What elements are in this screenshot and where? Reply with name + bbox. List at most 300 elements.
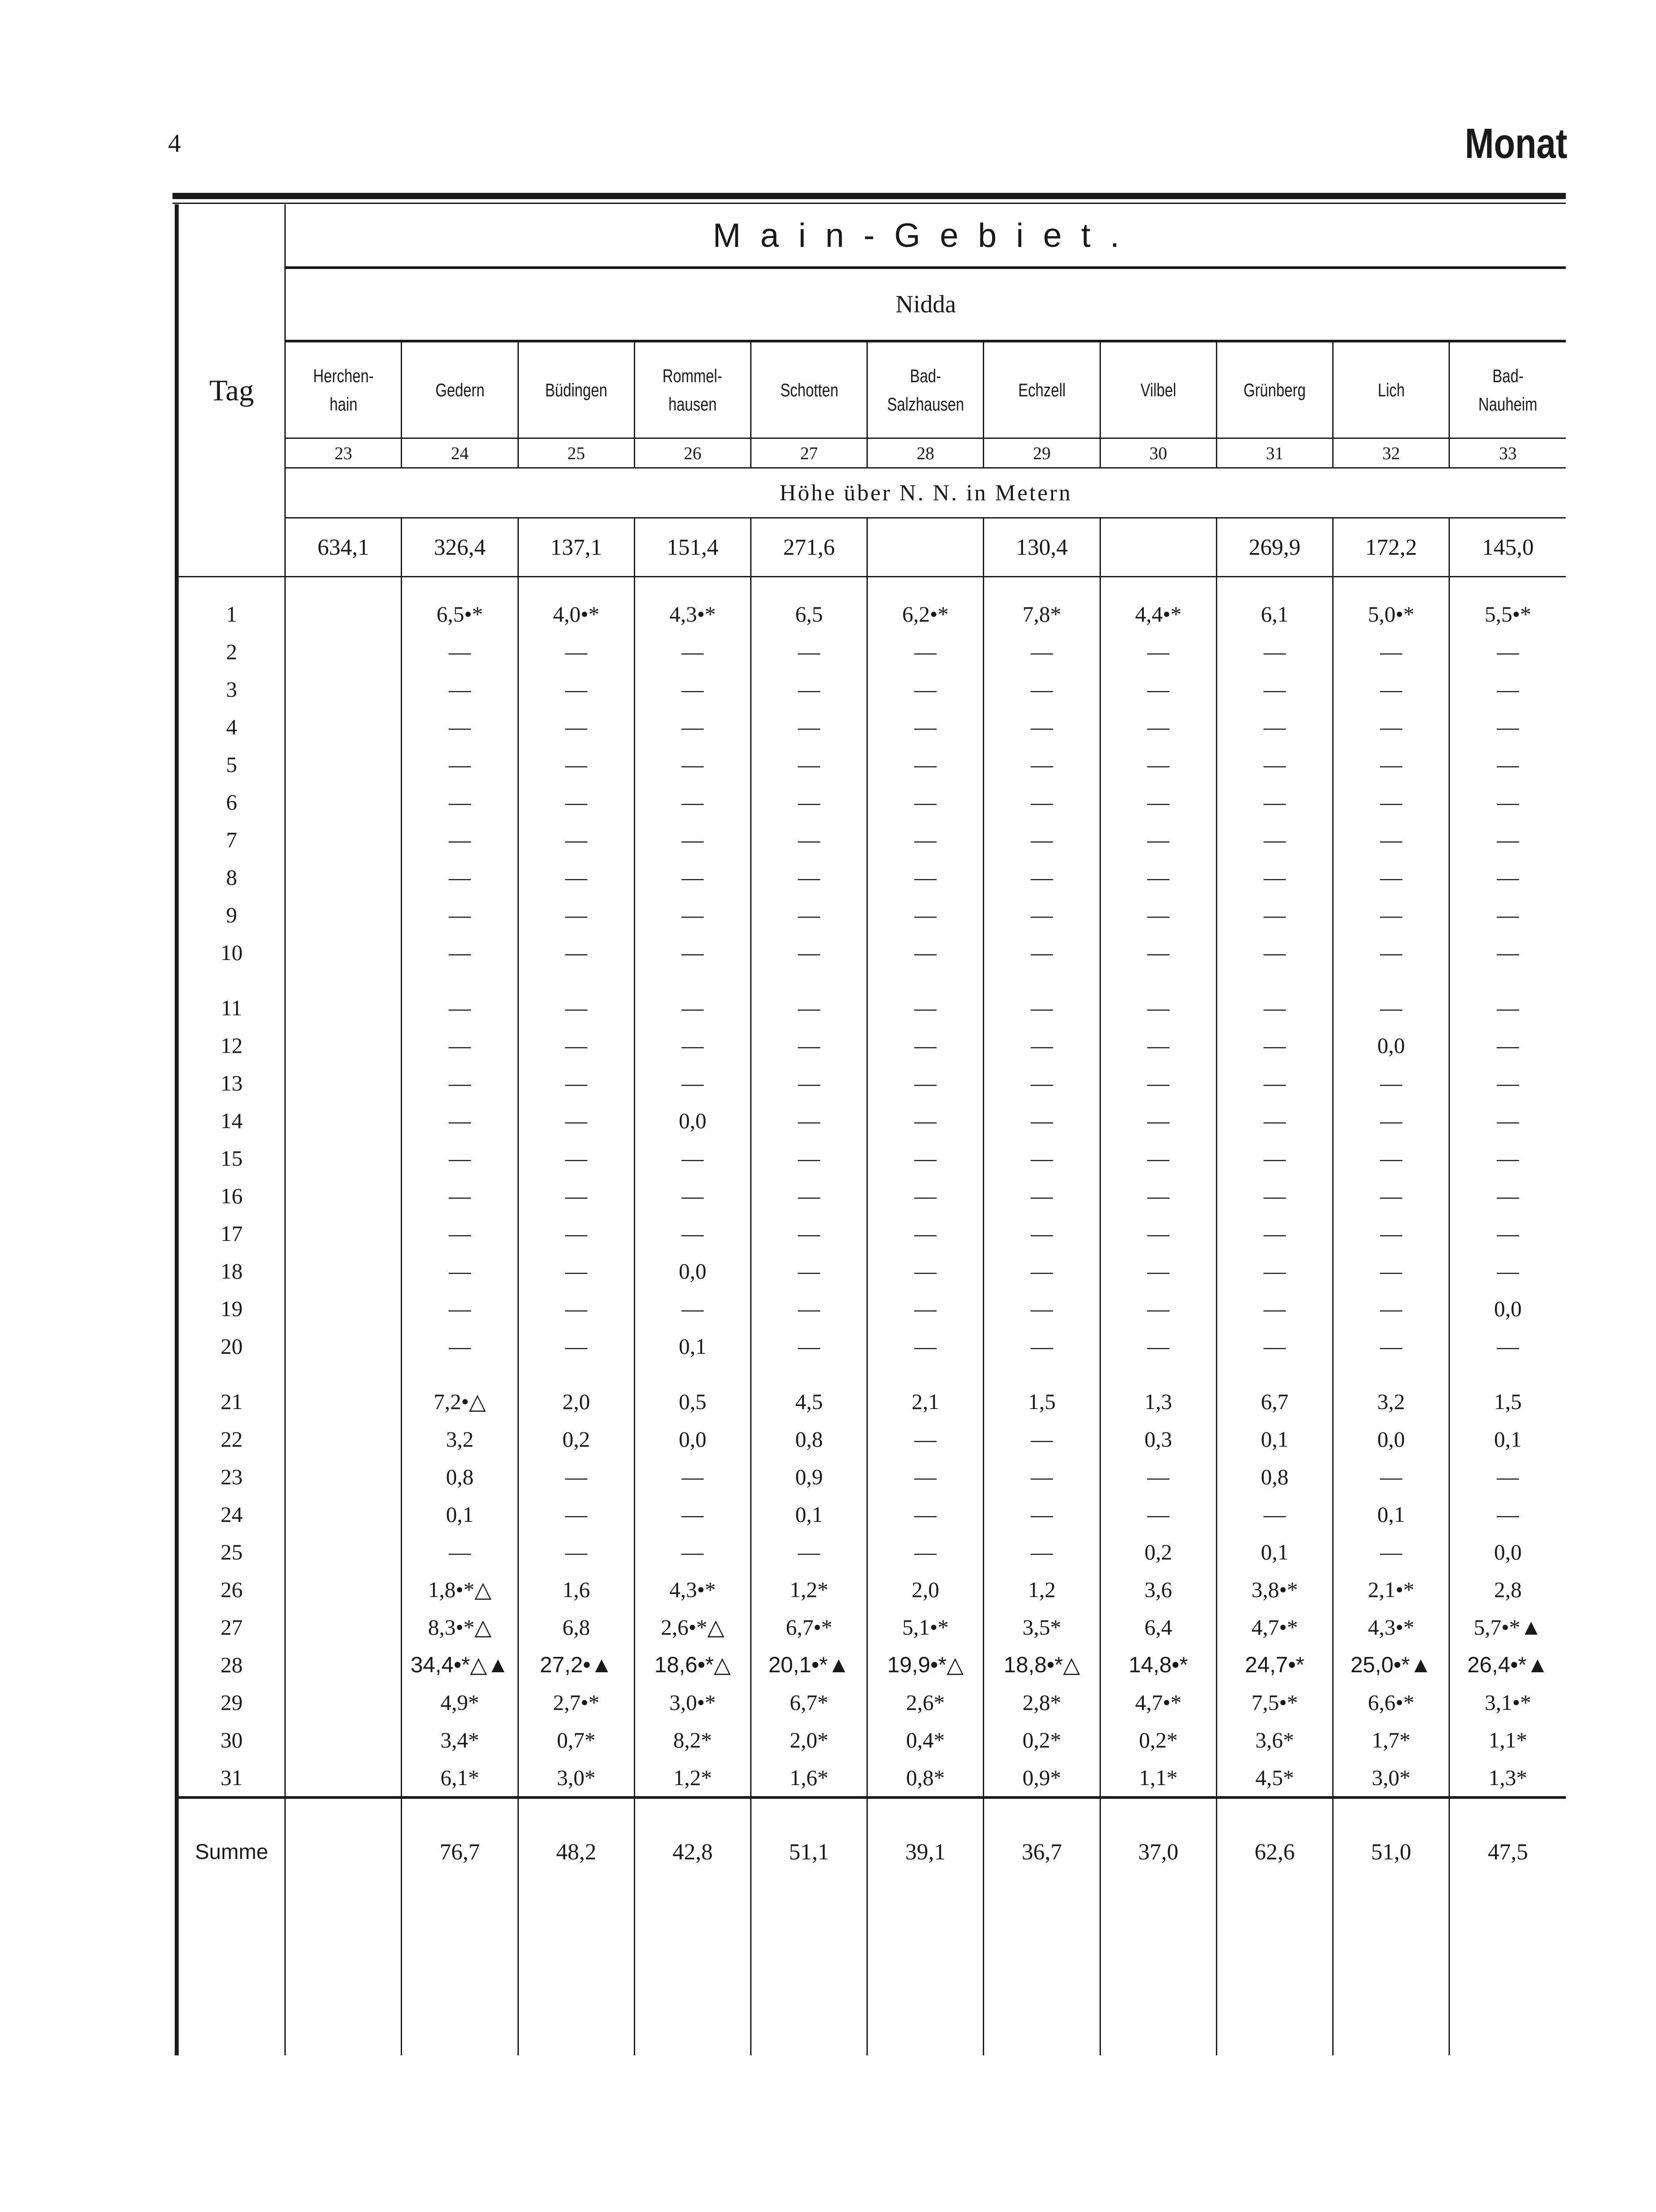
value-cell xyxy=(285,670,402,708)
value-cell: — xyxy=(402,783,518,821)
empty-cell xyxy=(1216,1905,1333,2055)
value-cell: 0,8 xyxy=(751,1420,867,1458)
value-cell: — xyxy=(1333,933,1449,971)
value-cell xyxy=(285,1252,402,1290)
sum-row xyxy=(177,1797,1566,1905)
spacer-cell xyxy=(1216,577,1333,595)
value-cell: 3,4* xyxy=(402,1721,518,1759)
day-row xyxy=(177,1327,1566,1365)
value-cell: — xyxy=(1216,670,1333,708)
value-cell: — xyxy=(751,896,867,933)
day-row xyxy=(177,595,1566,633)
value-cell: 6,5 xyxy=(751,595,867,633)
value-cell: — xyxy=(1100,1214,1216,1252)
day-row xyxy=(177,1646,1566,1683)
value-cell: 1,3 xyxy=(1100,1382,1216,1420)
value-cell: — xyxy=(751,670,867,708)
value-cell: 4,7•* xyxy=(1216,1608,1333,1646)
value-cell: 0,4* xyxy=(867,1721,984,1759)
value-cell: — xyxy=(402,933,518,971)
value-cell: 3,6* xyxy=(1216,1721,1333,1759)
value-cell xyxy=(285,633,402,670)
spacer-cell xyxy=(634,577,751,595)
day-row xyxy=(177,745,1566,783)
spacer-cell xyxy=(984,1365,1100,1382)
day-row xyxy=(177,1458,1566,1495)
value-cell: — xyxy=(634,745,751,783)
value-cell: — xyxy=(518,933,634,971)
value-cell: — xyxy=(1100,1290,1216,1327)
value-cell: 6,7•* xyxy=(751,1608,867,1646)
day-number: 4 xyxy=(226,714,238,739)
value-cell: — xyxy=(402,858,518,896)
elevation-row xyxy=(177,518,1566,577)
day-row xyxy=(177,633,1566,670)
spacer-cell xyxy=(1216,971,1333,989)
spacer-cell xyxy=(751,1365,867,1382)
value-cell: — xyxy=(867,1533,984,1571)
value-cell: 4,4•* xyxy=(1100,595,1216,633)
value-cell: 0,9* xyxy=(984,1759,1100,1797)
value-cell: — xyxy=(751,821,867,858)
value-cell: — xyxy=(867,783,984,821)
value-cell: 6,7 xyxy=(1216,1382,1333,1420)
station-name-line2: hausen xyxy=(668,393,717,415)
value-cell: — xyxy=(867,1026,984,1064)
value-cell: — xyxy=(984,858,1100,896)
station-name-line1: Gedern xyxy=(435,379,484,400)
value-cell: — xyxy=(1216,783,1333,821)
spacer-cell xyxy=(867,1365,984,1382)
station-header xyxy=(292,341,395,438)
value-cell xyxy=(285,1064,402,1102)
value-cell: — xyxy=(1100,1064,1216,1102)
spacer-cell xyxy=(177,971,285,989)
station-number: 33 xyxy=(1449,438,1566,468)
value-cell: — xyxy=(867,1327,984,1365)
value-cell: — xyxy=(867,1290,984,1327)
river-title: Nidda xyxy=(285,268,1566,341)
value-cell: — xyxy=(634,1177,751,1214)
value-cell: — xyxy=(1216,745,1333,783)
value-cell xyxy=(285,896,402,933)
station-header xyxy=(1457,341,1559,438)
value-cell: 1,5 xyxy=(984,1382,1100,1420)
value-cell xyxy=(285,1495,402,1533)
value-cell: — xyxy=(634,633,751,670)
value-cell: — xyxy=(402,670,518,708)
day-row xyxy=(177,708,1566,745)
value-cell: — xyxy=(984,1495,1100,1533)
day-number: 21 xyxy=(220,1389,243,1414)
value-cell: 0,8 xyxy=(1216,1458,1333,1495)
value-cell: 0,5 xyxy=(634,1382,751,1420)
value-cell: 3,1•* xyxy=(1449,1683,1566,1721)
value-cell: 8,3•*△ xyxy=(402,1608,518,1646)
value-cell: — xyxy=(634,989,751,1026)
day-number: 9 xyxy=(226,902,238,927)
value-cell: — xyxy=(1216,1102,1333,1139)
day-number: 20 xyxy=(220,1333,243,1359)
value-cell: — xyxy=(1216,633,1333,670)
value-cell: — xyxy=(1449,933,1566,971)
value-cell: 20,1•*▲ xyxy=(751,1646,867,1683)
value-cell: — xyxy=(1216,1495,1333,1533)
value-cell: — xyxy=(402,1327,518,1365)
day-number: 28 xyxy=(220,1652,243,1677)
value-cell: 0,8* xyxy=(867,1759,984,1797)
value-cell: — xyxy=(984,1102,1100,1139)
value-cell: 0,3 xyxy=(1100,1420,1216,1458)
value-cell xyxy=(285,1759,402,1797)
value-cell: — xyxy=(1100,1495,1216,1533)
value-cell: — xyxy=(867,745,984,783)
spacer-cell xyxy=(177,577,285,595)
spacer-cell xyxy=(285,971,402,989)
value-cell xyxy=(285,595,402,633)
spacer-cell xyxy=(402,577,518,595)
value-cell: — xyxy=(518,1177,634,1214)
value-cell xyxy=(285,1177,402,1214)
day-row xyxy=(177,1759,1566,1797)
value-cell: — xyxy=(1449,1177,1566,1214)
value-cell: — xyxy=(518,858,634,896)
empty-cell xyxy=(634,1905,751,2055)
value-cell: — xyxy=(1100,745,1216,783)
value-cell: — xyxy=(1216,1327,1333,1365)
value-cell: — xyxy=(518,1327,634,1365)
value-cell: — xyxy=(402,745,518,783)
value-cell xyxy=(285,933,402,971)
value-cell: 2,8* xyxy=(984,1683,1100,1721)
value-cell: — xyxy=(1100,1327,1216,1365)
value-cell xyxy=(285,708,402,745)
station-elevation xyxy=(1100,518,1216,577)
value-cell: — xyxy=(518,1064,634,1102)
value-cell: 1,3* xyxy=(1449,1759,1566,1797)
value-cell: 2,0* xyxy=(751,1721,867,1759)
value-cell: 1,8•*△ xyxy=(402,1571,518,1608)
value-cell: — xyxy=(402,896,518,933)
value-cell: 7,8* xyxy=(984,595,1100,633)
value-cell: — xyxy=(1333,989,1449,1026)
sum-value: 62,6 xyxy=(1216,1797,1333,1905)
empty-cell xyxy=(518,1905,634,2055)
value-cell: — xyxy=(867,633,984,670)
value-cell: — xyxy=(1333,896,1449,933)
value-cell: — xyxy=(518,1139,634,1177)
value-cell: — xyxy=(1216,1252,1333,1290)
value-cell: — xyxy=(984,1026,1100,1064)
value-cell: — xyxy=(984,821,1100,858)
day-number: 22 xyxy=(220,1426,243,1452)
spacer-cell xyxy=(634,971,751,989)
value-cell: 0,2* xyxy=(1100,1721,1216,1759)
station-number: 25 xyxy=(518,438,634,468)
spacer-cell xyxy=(285,577,402,595)
day-number: 23 xyxy=(220,1464,243,1489)
day-number: 14 xyxy=(220,1108,243,1133)
value-cell: — xyxy=(1333,1177,1449,1214)
value-cell: — xyxy=(1333,1102,1449,1139)
day-row xyxy=(177,1495,1566,1533)
value-cell: — xyxy=(1449,858,1566,896)
day-row xyxy=(177,1252,1566,1290)
day-row xyxy=(177,1571,1566,1608)
value-cell: — xyxy=(634,858,751,896)
value-cell: — xyxy=(1449,896,1566,933)
sum-value: 39,1 xyxy=(867,1797,984,1905)
station-name-line2: hain xyxy=(329,393,357,415)
spacer-row xyxy=(177,971,1566,989)
value-cell: 1,1* xyxy=(1100,1759,1216,1797)
value-cell: — xyxy=(984,783,1100,821)
value-cell xyxy=(285,858,402,896)
value-cell: — xyxy=(518,1214,634,1252)
value-cell: 2,6•*△ xyxy=(634,1608,751,1646)
value-cell: — xyxy=(1333,821,1449,858)
spacer-cell xyxy=(1216,1365,1333,1382)
value-cell: — xyxy=(1449,633,1566,670)
value-cell: — xyxy=(867,1252,984,1290)
value-cell: — xyxy=(518,1533,634,1571)
value-cell: — xyxy=(1449,1139,1566,1177)
value-cell: 1,2 xyxy=(984,1571,1100,1608)
elevation-label: Höhe über N. N. in Metern xyxy=(285,468,1566,518)
value-cell xyxy=(285,1683,402,1721)
day-row xyxy=(177,1683,1566,1721)
value-cell: — xyxy=(402,1064,518,1102)
station-number: 30 xyxy=(1100,438,1216,468)
value-cell xyxy=(285,1646,402,1683)
value-cell: — xyxy=(751,1290,867,1327)
station-name-line1: Rommel- xyxy=(663,365,723,386)
value-cell xyxy=(285,1026,402,1064)
page-number: 4 xyxy=(168,129,181,157)
day-number: 10 xyxy=(220,940,243,965)
value-cell: 3,8•* xyxy=(1216,1571,1333,1608)
value-cell xyxy=(285,783,402,821)
spacer-cell xyxy=(1333,577,1449,595)
value-cell: — xyxy=(518,1290,634,1327)
value-cell: — xyxy=(984,1064,1100,1102)
value-cell: — xyxy=(518,745,634,783)
value-cell: — xyxy=(634,783,751,821)
spacer-cell xyxy=(1333,971,1449,989)
value-cell: — xyxy=(634,1533,751,1571)
value-cell: — xyxy=(867,708,984,745)
day-row xyxy=(177,1026,1566,1064)
day-row xyxy=(177,1139,1566,1177)
value-cell: — xyxy=(402,633,518,670)
value-cell: 2,0 xyxy=(518,1382,634,1420)
day-number: 30 xyxy=(220,1727,243,1752)
empty-cell xyxy=(751,1905,867,2055)
value-cell: — xyxy=(1333,670,1449,708)
station-elevation: 326,4 xyxy=(402,518,518,577)
value-cell: — xyxy=(867,1214,984,1252)
month-title: Monat xyxy=(1465,120,1568,167)
station-number: 24 xyxy=(402,438,518,468)
value-cell: 24,7•* xyxy=(1216,1646,1333,1683)
day-number: 2 xyxy=(226,639,238,664)
value-cell: — xyxy=(402,1177,518,1214)
value-cell: — xyxy=(402,821,518,858)
value-cell: 0,1 xyxy=(1449,1420,1566,1458)
value-cell: — xyxy=(1333,1139,1449,1177)
value-cell: — xyxy=(984,896,1100,933)
value-cell: — xyxy=(751,858,867,896)
value-cell xyxy=(285,989,402,1026)
empty-cell xyxy=(402,1905,518,2055)
value-cell: — xyxy=(402,1290,518,1327)
station-header xyxy=(991,341,1093,438)
value-cell: — xyxy=(751,745,867,783)
value-cell: — xyxy=(518,821,634,858)
value-cell: 3,5* xyxy=(984,1608,1100,1646)
value-cell: — xyxy=(518,1252,634,1290)
value-cell: — xyxy=(867,1458,984,1495)
value-cell: — xyxy=(1100,1458,1216,1495)
value-cell: 4,3•* xyxy=(1333,1608,1449,1646)
value-cell: — xyxy=(518,1102,634,1139)
value-cell: — xyxy=(1449,1064,1566,1102)
value-cell: 6,2•* xyxy=(867,595,984,633)
value-cell: — xyxy=(867,1139,984,1177)
value-cell: — xyxy=(634,1139,751,1177)
value-cell: — xyxy=(867,1177,984,1214)
value-cell: — xyxy=(634,1290,751,1327)
spacer-row xyxy=(177,1365,1566,1382)
day-number: 24 xyxy=(220,1502,243,1527)
value-cell: — xyxy=(518,1458,634,1495)
station-elevation: 172,2 xyxy=(1333,518,1449,577)
value-cell: — xyxy=(634,1026,751,1064)
value-cell: 6,1* xyxy=(402,1759,518,1797)
value-cell: 0,1 xyxy=(1216,1420,1333,1458)
station-header xyxy=(1107,341,1210,438)
station-header xyxy=(874,341,977,438)
value-cell: — xyxy=(1216,1026,1333,1064)
value-cell: — xyxy=(1100,933,1216,971)
value-cell xyxy=(285,1290,402,1327)
value-cell: 18,6•*△ xyxy=(634,1646,751,1683)
spacer-cell xyxy=(1100,971,1216,989)
value-cell: 2,7•* xyxy=(518,1683,634,1721)
station-name-line1: Schotten xyxy=(780,379,838,400)
value-cell: 1,7* xyxy=(1333,1721,1449,1759)
value-cell: 1,6 xyxy=(518,1571,634,1608)
value-cell: 4,3•* xyxy=(634,595,751,633)
value-cell: — xyxy=(634,821,751,858)
value-cell: — xyxy=(984,670,1100,708)
day-row xyxy=(177,933,1566,971)
day-number: 12 xyxy=(220,1033,243,1058)
value-cell: — xyxy=(1333,633,1449,670)
day-row xyxy=(177,783,1566,821)
spacer-cell xyxy=(285,1365,402,1382)
value-cell: — xyxy=(867,821,984,858)
value-cell: — xyxy=(1216,896,1333,933)
value-cell: — xyxy=(984,1214,1100,1252)
value-cell: 0,8 xyxy=(402,1458,518,1495)
value-cell: — xyxy=(1333,1290,1449,1327)
value-cell: — xyxy=(518,783,634,821)
day-number: 17 xyxy=(220,1221,243,1246)
value-cell: 1,6* xyxy=(751,1759,867,1797)
value-cell: 6,4 xyxy=(1100,1608,1216,1646)
value-cell: — xyxy=(751,1214,867,1252)
value-cell: 3,2 xyxy=(1333,1382,1449,1420)
value-cell: 2,1•* xyxy=(1333,1571,1449,1608)
spacer-cell xyxy=(1100,577,1216,595)
value-cell: 0,0 xyxy=(1449,1290,1566,1327)
value-cell: — xyxy=(751,783,867,821)
value-cell: 3,0* xyxy=(1333,1759,1449,1797)
value-cell: 6,1 xyxy=(1216,595,1333,633)
station-name-line1: Büdingen xyxy=(545,379,607,400)
value-cell: 0,7* xyxy=(518,1721,634,1759)
value-cell: 1,5 xyxy=(1449,1382,1566,1420)
spacer-cell xyxy=(402,971,518,989)
value-cell: — xyxy=(984,745,1100,783)
station-number: 31 xyxy=(1216,438,1333,468)
value-cell: 19,9•*△ xyxy=(867,1646,984,1683)
value-cell: — xyxy=(867,1495,984,1533)
value-cell: 4,7•* xyxy=(1100,1683,1216,1721)
value-cell: — xyxy=(984,633,1100,670)
sum-value xyxy=(285,1797,402,1905)
day-row xyxy=(177,1382,1566,1420)
day-row xyxy=(177,821,1566,858)
value-cell: — xyxy=(1216,1139,1333,1177)
value-cell: — xyxy=(1100,896,1216,933)
value-cell: 0,2 xyxy=(1100,1533,1216,1571)
station-elevation xyxy=(867,518,984,577)
day-number: 19 xyxy=(220,1296,243,1321)
value-cell: 2,1 xyxy=(867,1382,984,1420)
value-cell: — xyxy=(1100,821,1216,858)
value-cell: 0,0 xyxy=(634,1252,751,1290)
value-cell: 14,8•* xyxy=(1100,1646,1216,1683)
value-cell: — xyxy=(1216,933,1333,971)
sum-value: 36,7 xyxy=(984,1797,1100,1905)
value-cell: 4,3•* xyxy=(634,1571,751,1608)
value-cell: — xyxy=(751,633,867,670)
station-number: 26 xyxy=(634,438,751,468)
spacer-cell xyxy=(751,577,867,595)
value-cell: 0,1 xyxy=(402,1495,518,1533)
value-cell: — xyxy=(1449,1495,1566,1533)
sum-value: 37,0 xyxy=(1100,1797,1216,1905)
value-cell: — xyxy=(634,1495,751,1533)
value-cell xyxy=(285,745,402,783)
value-cell: — xyxy=(634,896,751,933)
value-cell: 0,1 xyxy=(751,1495,867,1533)
value-cell: — xyxy=(1333,708,1449,745)
value-cell: — xyxy=(1216,1214,1333,1252)
value-cell xyxy=(285,1102,402,1139)
spacer-cell xyxy=(1449,577,1566,595)
value-cell: — xyxy=(1100,708,1216,745)
day-number: 31 xyxy=(220,1765,243,1790)
value-cell: — xyxy=(1449,821,1566,858)
value-cell: — xyxy=(402,708,518,745)
value-cell: — xyxy=(1333,1252,1449,1290)
value-cell: — xyxy=(1216,1177,1333,1214)
value-cell: — xyxy=(751,1252,867,1290)
value-cell: — xyxy=(867,989,984,1026)
